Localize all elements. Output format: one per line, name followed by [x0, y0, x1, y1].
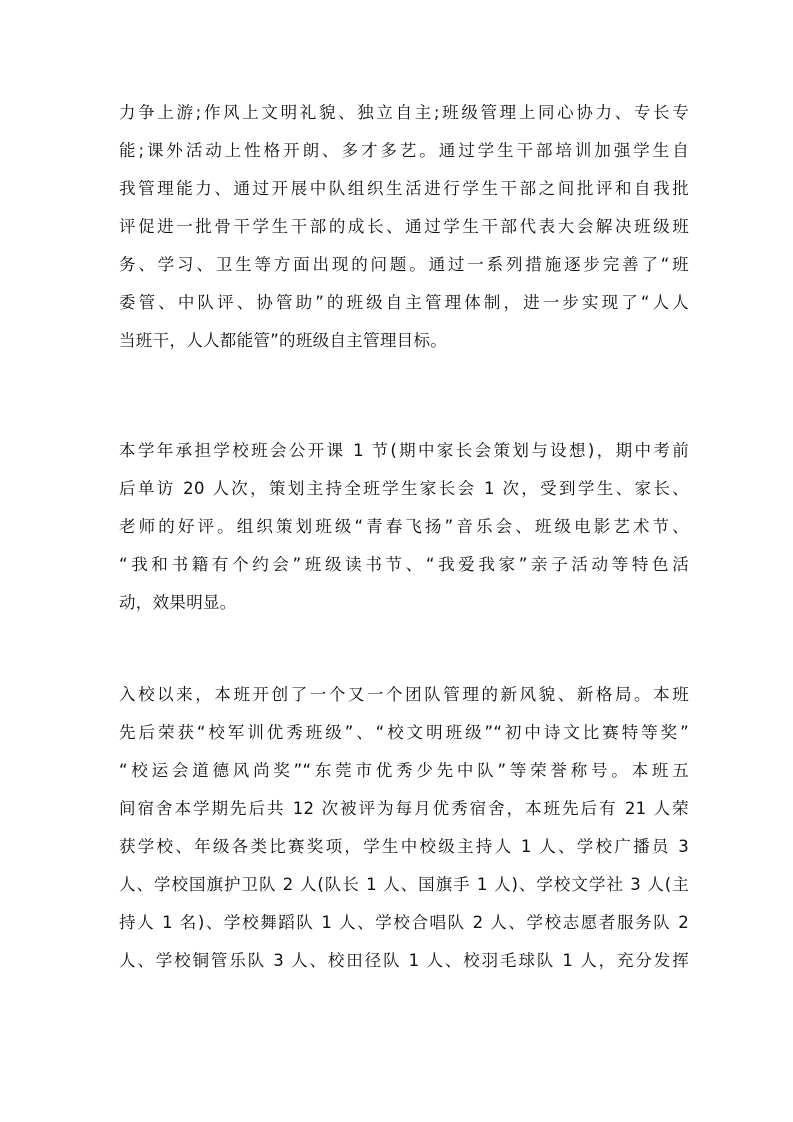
paragraph-activities: [119, 432, 689, 622]
text-line: 评促进一批骨干学生干部的成长、通过学生干部代表大会解决班级班: [119, 217, 689, 236]
paragraph-honors: [119, 676, 689, 980]
text-line: 老师的好评。组织策划班级“青春飞扬”音乐会、班级电影艺术节、: [119, 517, 689, 536]
text-line: 力争上游;作风上文明礼貌、独立自主;班级管理上同心协力、专长专: [119, 103, 689, 122]
text-line: 后单访 20 人次，策划主持全班学生家长会 1 次，受到学生、家长、: [119, 479, 689, 498]
text-line: 能;课外活动上性格开朗、多才多艺。通过学生干部培训加强学生自: [119, 141, 689, 160]
text-line: 获学校、年级各类比赛奖项，学生中校级主持人 1 人、学校广播员 3: [119, 837, 689, 856]
text-line: 人、学校铜管乐队 3 人、校田径队 1 人、校羽毛球队 1 人，充分发挥: [119, 951, 689, 970]
text-line: 先后荣获“校军训优秀班级”、“校文明班级”“初中诗文比赛特等奖”: [119, 723, 689, 742]
text-line: “我和书籍有个约会”班级读书节、“我爱我家”亲子活动等特色活: [119, 555, 689, 574]
text-line: 动，效果明显。: [119, 593, 237, 612]
text-line: 务、学习、卫生等方面出现的问题。通过一系列措施逐步完善了“班: [119, 255, 689, 274]
text-line: 我管理能力、通过开展中队组织生活进行学生干部之间批评和自我批: [119, 179, 689, 198]
text-line: 本学年承担学校班会公开课 1 节(期中家长会策划与设想)，期中考前: [119, 441, 689, 460]
text-line: “校运会道德风尚奖”“东莞市优秀少先中队”等荣誉称号。本班五: [119, 761, 689, 780]
text-line: 人、学校国旗护卫队 2 人(队长 1 人、国旗手 1 人)、学校文学社 3 人(主: [119, 875, 689, 894]
text-line: 间宿舍本学期先后共 12 次被评为每月优秀宿舍，本班先后有 21 人荣: [119, 799, 689, 818]
text-line: 入校以来，本班开创了一个又一个团队管理的新风貌、新格局。本班: [119, 685, 689, 704]
text-line: 持人 1 名)、学校舞蹈队 1 人、学校合唱队 2 人、学校志愿者服务队 2: [119, 913, 689, 932]
paragraph-class-management: [119, 94, 689, 360]
text-line: 委管、中队评、协管助”的班级自主管理体制，进一步实现了“人人: [119, 293, 689, 312]
text-line: 当班干，人人都能管”的班级自主管理目标。: [119, 331, 448, 350]
